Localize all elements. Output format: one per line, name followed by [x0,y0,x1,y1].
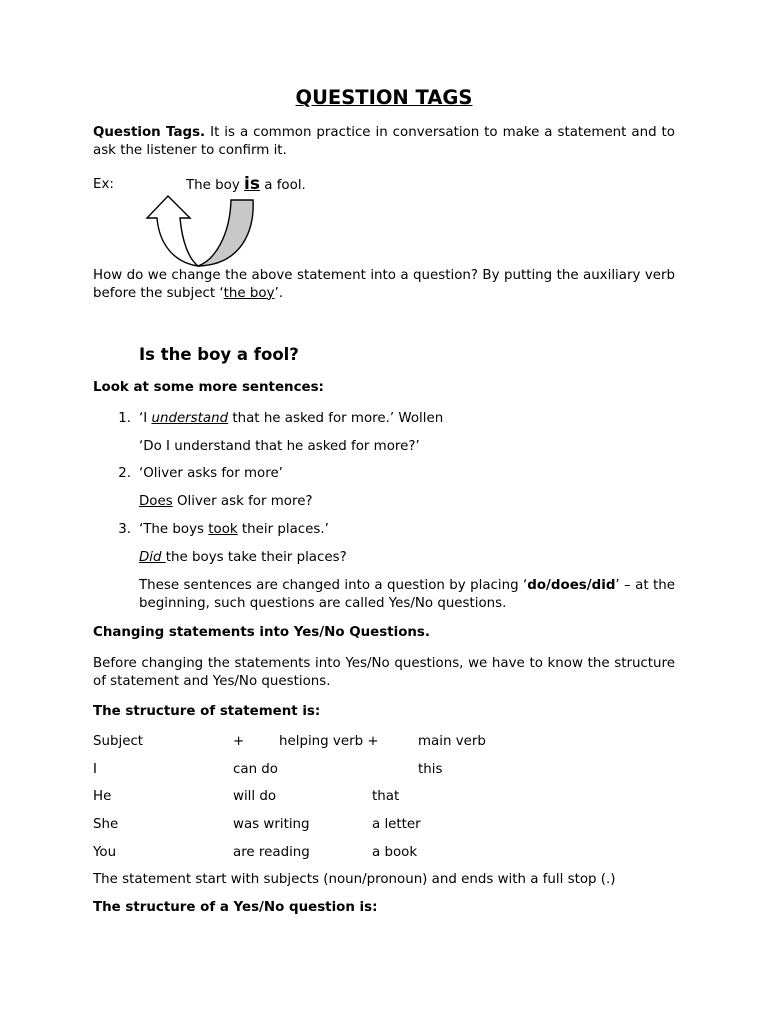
list-item-statement: ‘Oliver asks for more’ [139,466,283,481]
changing-heading: Changing statements into Yes/No Questions. [93,625,430,640]
table-cell: a book [372,845,418,860]
intro-term: Question Tags. [93,125,206,140]
explanation-paragraph [93,267,675,302]
table-cell: this [418,762,443,777]
explanation-text: How do we change the above statement into a question? By putting the auxiliary verb before the subject ‘ [93,268,675,301]
statement-key-word: took [208,522,238,537]
example-before: The boy [186,178,245,193]
table-cell: are reading [233,845,310,860]
list-item-question [139,549,347,566]
list-item-question: ‘Do I understand that he asked for more?’ [139,439,420,454]
statement-note: The statement start with subjects (noun/pronoun) and ends with a full stop (.) [93,872,616,887]
question-text: Oliver ask for more? [172,494,313,509]
statement-text: that he asked for more.’ Wollen [228,411,444,426]
list-item-statement [139,410,443,427]
note-text: ’ – at the beginning, such questions are called Yes/No questions. [139,578,675,611]
question-key-word: Did [139,550,166,565]
table-cell: will do [233,789,277,804]
before-paragraph: Before changing the statements into Yes/No questions, we have to know the structure of statement and Yes/No questions. [93,656,675,689]
table-cell: You [93,845,117,860]
table-cell: He [93,789,112,804]
explanation-end: ’. [274,285,284,301]
table-header-helping-verb: helping verb + [279,734,379,749]
list-number: 2. [118,466,131,481]
table-header-plus: + [233,734,245,749]
table-cell: was writing [233,817,310,832]
example-verb: is [244,174,260,194]
note-paragraph [139,577,675,612]
list-item-question [139,493,313,510]
table-header-main-verb: main verb [418,734,486,749]
explanation-subject: the boy [223,285,275,301]
intro-text: It is a common practice in conversation to make a statement and to ask the listener to confirm it. [93,125,675,158]
swap-arrow-head [147,196,198,266]
list-item-statement [139,521,329,538]
structure-heading: The structure of statement is: [93,704,321,719]
list-number: 3. [118,522,131,537]
yesno-heading: The structure of a Yes/No question is: [93,900,378,915]
statement-text: ‘I [139,411,152,426]
note-key: do/does/did [527,578,616,593]
note-text: These sentences are changed into a question by placing ‘ [139,578,528,593]
example-label: Ex: [93,177,114,192]
page-title: QUESTION TAGS [295,86,473,109]
table-header-subject: Subject [93,734,144,749]
question-example: Is the boy a fool? [139,345,299,364]
statement-text: ‘The boys [139,522,209,537]
table-cell: I [93,762,97,777]
statement-key-word: understand [151,411,229,426]
question-key-word: Does [139,494,173,509]
more-sentences-heading: Look at some more sentences: [93,380,324,395]
table-cell: can do [233,762,279,777]
table-cell: that [372,789,400,804]
table-cell: She [93,817,119,832]
list-number: 1. [118,411,131,426]
statement-text: their places.’ [237,522,329,537]
table-cell: a letter [372,817,421,832]
swap-arrow-tail [198,200,253,266]
example-after: a fool. [260,178,306,193]
question-text: the boys take their places? [165,550,347,565]
